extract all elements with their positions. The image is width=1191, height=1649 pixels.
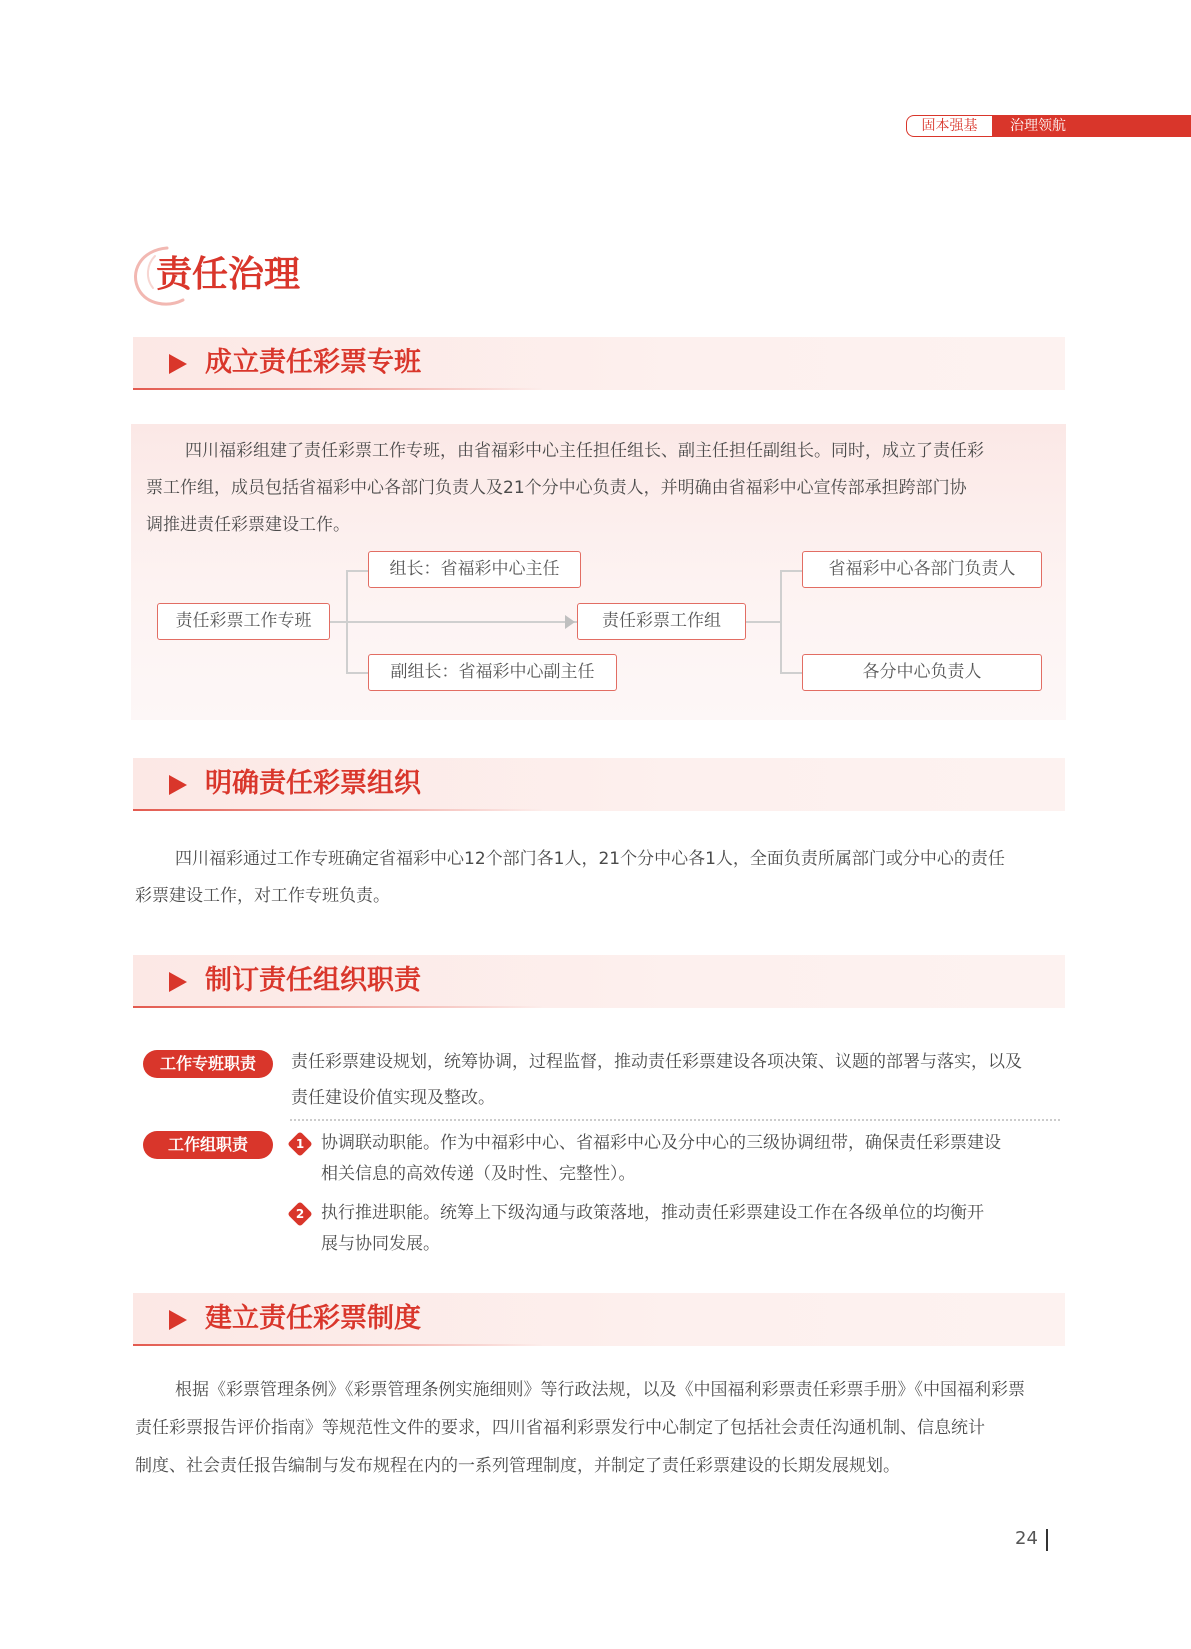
org-box-members-departments: 省福彩中心各部门负责人 (802, 551, 1042, 588)
section-header-3 (133, 955, 1065, 1008)
triangle-arrow-icon (169, 1310, 187, 1330)
triangle-arrow-icon (169, 354, 187, 374)
org-box-root: 责任彩票工作专班 (157, 603, 330, 640)
header-tab-chapter: 治理领航 (992, 115, 1191, 137)
section-title: 制订责任组织职责 (205, 965, 421, 996)
section-header-4 (133, 1293, 1065, 1346)
section-header-1 (133, 337, 1065, 390)
section-title: 明确责任彩票组织 (205, 768, 421, 799)
page-number: 24 (1015, 1528, 1038, 1549)
connector-line (780, 570, 782, 673)
paragraph-line: 根据《彩票管理条例》《彩票管理条例实施细则》等行政法规，以及《中国福利彩票责任彩票手册》《中国福利彩票 (175, 1380, 1025, 1400)
connector-line (780, 570, 802, 572)
badge-team-duties: 工作专班职责 (143, 1050, 273, 1078)
org-box-members-branches: 各分中心负责人 (802, 654, 1042, 691)
paragraph-line: 四川福彩通过工作专班确定省福彩中心12个部门各1人，21个分中心各1人，全面负责所属部门或分中心的责任 (175, 849, 1005, 869)
connector-line (346, 570, 348, 673)
connector-arrow-icon (565, 615, 575, 629)
triangle-arrow-icon (169, 972, 187, 992)
connector-line (346, 570, 368, 572)
section-underline (133, 388, 543, 390)
paragraph-line: 四川福彩组建了责任彩票工作专班，由省福彩中心主任担任组长、副主任担任副组长。同时，成立了责任彩 (185, 441, 984, 461)
org-box-leader: 组长：省福彩中心主任 (368, 551, 581, 588)
number-1-icon: 1 (287, 1131, 312, 1156)
duty-line: 执行推进职能。统筹上下级沟通与政策落地，推动责任彩票建设工作在各级单位的均衡开 (321, 1203, 984, 1223)
duty-line: 责任彩票建设规划，统筹协调，过程监督，推动责任彩票建设各项决策、议题的部署与落实，以及 (291, 1052, 1022, 1072)
section-underline (133, 809, 543, 811)
triangle-arrow-icon (169, 775, 187, 795)
section-title: 成立责任彩票专班 (205, 347, 421, 378)
page-number-bar (1046, 1529, 1048, 1551)
section-underline (133, 1006, 543, 1008)
section-title: 建立责任彩票制度 (205, 1303, 421, 1334)
paragraph-line: 责任彩票报告评价指南》等规范性文件的要求，四川省福利彩票发行中心制定了包括社会责任沟通机制、信息统计 (135, 1418, 985, 1438)
org-box-group: 责任彩票工作组 (577, 603, 746, 640)
section-header-2 (133, 758, 1065, 811)
page-title: 责任治理 (156, 254, 301, 295)
connector-line (346, 672, 368, 674)
org-box-deputy: 副组长：省福彩中心副主任 (368, 654, 617, 691)
connector-line (746, 621, 781, 623)
duty-line: 责任建设价值实现及整改。 (291, 1088, 495, 1108)
duty-line: 相关信息的高效传递（及时性、完整性）。 (321, 1164, 636, 1184)
connector-line (780, 672, 802, 674)
paragraph-line: 票工作组，成员包括省福彩中心各部门负责人及21个分中心负责人，并明确由省福彩中心宣传部承担跨部门协 (146, 478, 967, 498)
paragraph-line: 制度、社会责任报告编制与发布规程在内的一系列管理制度，并制定了责任彩票建设的长期发展规划。 (135, 1456, 900, 1476)
header-tab-section: 固本强基 (906, 115, 992, 137)
paragraph-line: 彩票建设工作，对工作专班负责。 (135, 886, 390, 906)
duty-line: 展与协同发展。 (321, 1234, 440, 1254)
number-2-icon: 2 (287, 1201, 312, 1226)
paragraph-line: 调推进责任彩票建设工作。 (146, 515, 350, 535)
badge-group-duties: 工作组职责 (143, 1131, 273, 1159)
section-underline (133, 1344, 543, 1346)
duty-line: 协调联动职能。作为中福彩中心、省福彩中心及分中心的三级协调纽带，确保责任彩票建设 (321, 1133, 1001, 1153)
org-chart-panel (131, 424, 1066, 720)
dotted-divider (290, 1119, 1060, 1121)
